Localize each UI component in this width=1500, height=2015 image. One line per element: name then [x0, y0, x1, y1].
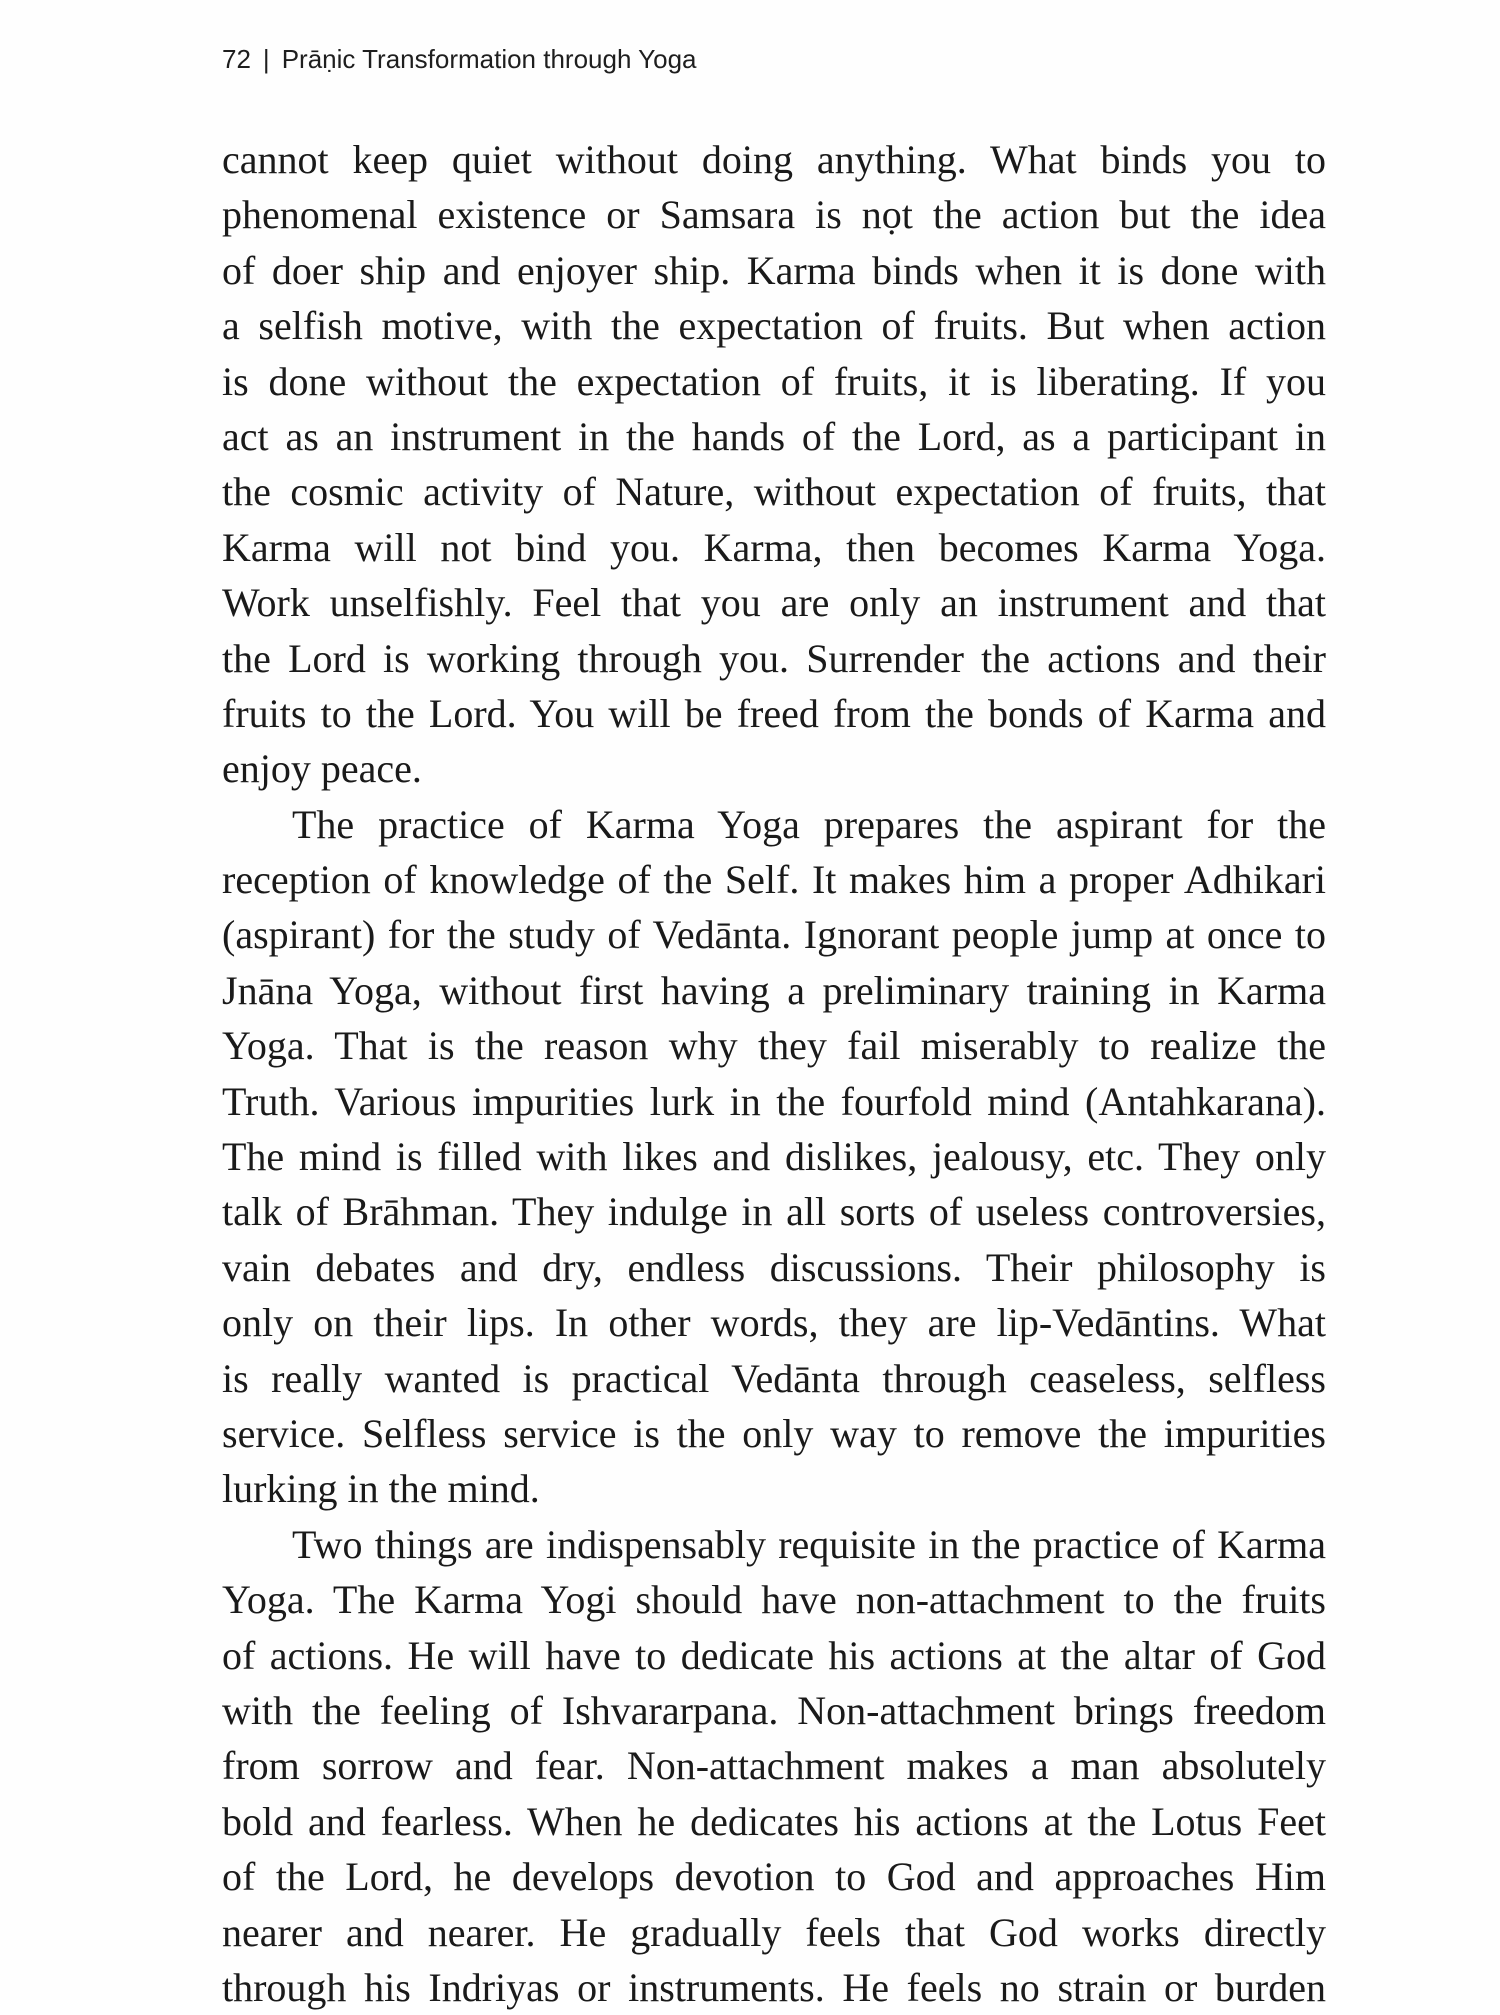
text-line: Karma will not bind you. Karma, then becomes Karma Yoga. [222, 524, 1326, 570]
text-line: (aspirant) for the study of Vedānta. Ignorant people jump at once to [222, 912, 1326, 958]
text-line: reception of knowledge of the Self. It makes him a proper Adhikari [222, 857, 1326, 903]
text-line: Jnāna Yoga, without first having a preliminary training in Karma [222, 967, 1326, 1013]
book-title: Prāṇic Transformation through Yoga [281, 44, 697, 74]
body-text [222, 132, 1326, 2015]
paragraph [222, 1517, 1326, 2015]
text-line: Yoga. The Karma Yogi should have non-attachment to the fruits [222, 1577, 1326, 1623]
text-line: cannot keep quiet without doing anything. What binds you to [222, 137, 1326, 182]
paragraph [222, 132, 1326, 797]
text-line: only on their lips. In other words, they are lip-Vedāntins. What [222, 1300, 1326, 1346]
text-line: the Lord is working through you. Surrender the actions and their [222, 635, 1326, 681]
text-line: through his Indriyas or instruments. He feels no strain or burden [222, 1964, 1326, 2010]
text-line: of the Lord, he develops devotion to God and approaches Him [222, 1854, 1326, 1900]
text-line: enjoy peace. [222, 746, 422, 792]
text-line: talk of Brāhman. They indulge in all sorts of useless controversies, [222, 1189, 1326, 1235]
text-line: is really wanted is practical Vedānta through ceaseless, selfless [222, 1355, 1326, 1401]
text-line: a selfish motive, with the expectation of fruits. But when action [222, 303, 1326, 349]
text-line: Two things are indispensably requisite in the practice of Karma [292, 1521, 1326, 1567]
text-line: bold and fearless. When he dedicates his actions at the Lotus Feet [222, 1798, 1326, 1844]
text-line: service. Selfless service is the only way to remove the impurities [222, 1410, 1326, 1456]
page-number: 72 [222, 44, 251, 74]
text-line: phenomenal existence or Samsara is nọt the action but the idea [222, 192, 1326, 238]
text-line: The practice of Karma Yoga prepares the aspirant for the [292, 801, 1326, 847]
text-line: with the feeling of Ishvararpana. Non-attachment brings freedom [222, 1687, 1326, 1733]
text-line: act as an instrument in the hands of the Lord, as a participant in [222, 413, 1326, 459]
text-line: nearer and nearer. He gradually feels that God works directly [222, 1909, 1326, 1955]
text-line: of actions. He will have to dedicate his actions at the altar of God [222, 1632, 1326, 1678]
text-line: Yoga. That is the reason why they fail miserably to realize the [222, 1023, 1326, 1069]
text-line: fruits to the Lord. You will be freed from the bonds of Karma and [222, 690, 1326, 736]
text-line: the cosmic activity of Nature, without expectation of fruits, that [222, 469, 1326, 515]
text-line: Truth. Various impurities lurk in the fourfold mind (Antahkarana). [222, 1078, 1326, 1124]
header-separator: | [262, 44, 270, 74]
running-head [222, 44, 697, 75]
text-line: of doer ship and enjoyer ship. Karma binds when it is done with [222, 247, 1326, 293]
text-line: Work unselfishly. Feel that you are only an instrument and that [222, 580, 1326, 626]
text-line: The mind is filled with likes and dislikes, jealousy, etc. They only [222, 1134, 1326, 1180]
text-line: vain debates and dry, endless discussions. Their philosophy is [222, 1244, 1326, 1290]
text-line: is done without the expectation of fruits, it is liberating. If you [222, 358, 1326, 404]
paragraph [222, 797, 1326, 1517]
text-line: lurking in the mind. [222, 1466, 540, 1512]
text-line: from sorrow and fear. Non-attachment makes a man absolutely [222, 1743, 1326, 1789]
